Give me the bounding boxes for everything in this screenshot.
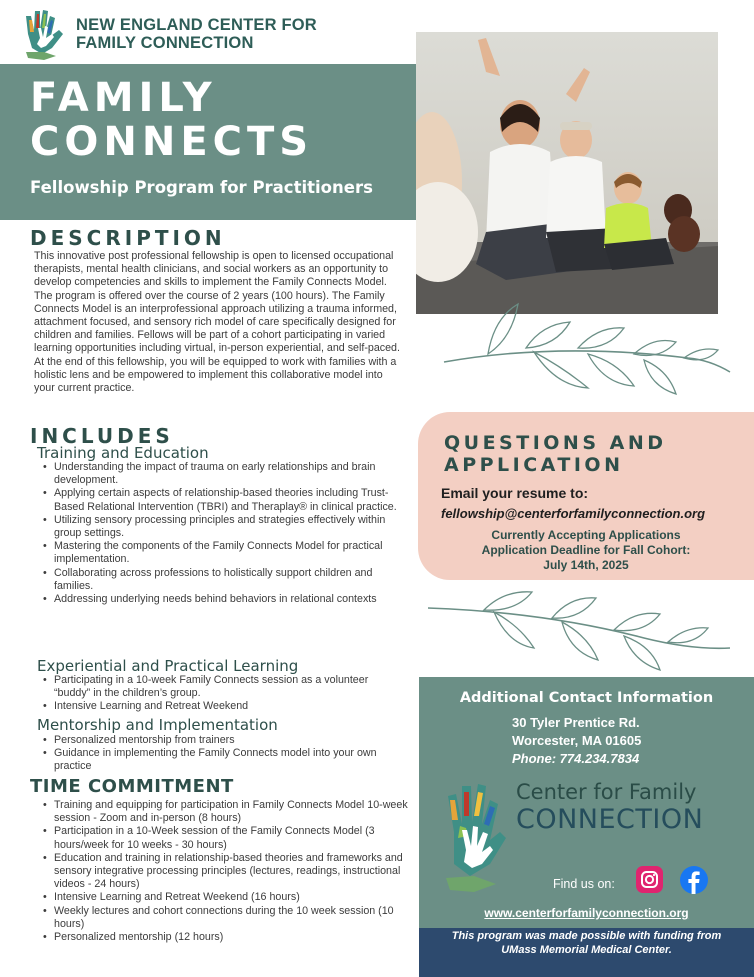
list-item: • Participating in a 10-week Family Connects session as a volunteer “buddy” in the children’s group. xyxy=(42,674,404,700)
includes-heading: INCLUDES xyxy=(30,424,174,448)
list-item: • Training and equipping for participation in Family Connects Model 10-week session - Zoom and in-person (8 hours) xyxy=(42,799,408,825)
questions-heading xyxy=(444,432,667,476)
address-line1: 30 Tyler Prentice Rd. xyxy=(512,715,640,730)
funding-text xyxy=(419,929,754,957)
funding-line1: This program was made possible with funding from xyxy=(451,930,722,942)
time-commitment-heading: TIME COMMITMENT xyxy=(30,776,234,797)
list-item: • Intensive Learning and Retreat Weekend xyxy=(42,700,404,713)
deadline-date: July 14th, 2025 xyxy=(543,558,629,572)
hand-logo-icon xyxy=(440,780,510,898)
list-item: • Participation in a 10-Week session of the Family Connects Model (3 hours/week for 10 weeks - 30 hours) xyxy=(42,825,408,851)
training-heading: Training and Education xyxy=(37,444,209,462)
experiential-heading: Experiential and Practical Learning xyxy=(37,657,299,675)
list-item: • Guidance in implementing the Family Connects model into your own practice xyxy=(42,747,404,773)
funding-line2: UMass Memorial Medical Center. xyxy=(501,944,672,956)
mentorship-heading: Mentorship and Implementation xyxy=(37,716,278,734)
hero-photo xyxy=(416,32,718,314)
instagram-glyph xyxy=(636,866,663,893)
org-name-line2: FAMILY CONNECTION xyxy=(76,34,254,52)
contact-heading: Additional Contact Information xyxy=(459,690,714,706)
training-list xyxy=(42,461,404,606)
vine-icon xyxy=(438,298,734,410)
org-header xyxy=(22,6,402,62)
brand-name-line2: CONNECTION xyxy=(516,804,704,835)
description-heading: DESCRIPTION xyxy=(30,226,226,250)
hero-title xyxy=(30,76,313,164)
list-item: • Collaborating across professions to holistically support children and families. xyxy=(42,567,404,593)
website-link[interactable]: www.centerforfamilyconnection.org xyxy=(484,906,689,920)
time-commitment-list xyxy=(42,799,408,944)
list-item: • Weekly lectures and cohort connections during the 10 week session (10 hours) xyxy=(42,905,408,931)
list-item: • Mastering the components of the Family Connects Model for practical implementation. xyxy=(42,540,404,566)
list-item: • Personalized mentorship from trainers xyxy=(42,734,404,747)
instagram-icon[interactable] xyxy=(636,866,663,893)
description-body: This innovative post professional fellowship is open to licensed occupational therapists, mental health clinicians, and social workers as an opportunity to develop competencies and skills to implement the Family Connects Model. The program is offered over the course of 2 years (100 hours). The Family Connects Model is an interprofessional approach utilizing a trauma informed, attachment focused, and sensory rich model of care specifically designed for children and families. Fellows will be part of a cohort participating in varied learning opportunities including virtual, in-person experiential, and self-paced. At the end of this fellowship, you will be equipped to work with families with a holistic lens and be empowered to implement this collaborative model into your current practice. xyxy=(34,250,400,395)
address-line2: Worcester, MA 01605 xyxy=(512,733,642,748)
brand-name-line1: Center for Family xyxy=(516,780,697,804)
org-name xyxy=(76,16,317,52)
find-us-label: Find us on: xyxy=(553,877,615,891)
status-line: Currently Accepting Applications xyxy=(491,528,681,542)
questions-heading-line1: QUESTIONS AND xyxy=(444,432,667,454)
application-status xyxy=(418,528,754,573)
list-item: • Applying certain aspects of relationship-based theories including Trust-Based Relational Intervention (TBRI) and Theraplay® in clinical practice. xyxy=(42,487,404,513)
status-line: Application Deadline for Fall Cohort: xyxy=(481,543,691,557)
list-item: • Addressing underlying needs behind behaviors in relational contexts xyxy=(42,593,404,606)
facebook-icon[interactable] xyxy=(680,866,708,894)
facebook-glyph xyxy=(680,866,708,894)
list-item: • Understanding the impact of trauma on early relationships and brain development. xyxy=(42,461,404,487)
list-item: • Intensive Learning and Retreat Weekend (16 hours) xyxy=(42,891,408,904)
hero-subtitle: Fellowship Program for Practitioners xyxy=(30,178,373,197)
list-item: • Personalized mentorship (12 hours) xyxy=(42,931,408,944)
hero-title-line2: CONNECTS xyxy=(30,119,314,165)
photo-illustration xyxy=(416,32,718,314)
vine-icon xyxy=(424,582,736,676)
hand-logo-icon xyxy=(22,8,72,62)
email-label: Email your resume to: xyxy=(441,485,589,501)
phone-number[interactable]: Phone: 774.234.7834 xyxy=(512,751,640,766)
hero-title-line1: FAMILY xyxy=(30,75,217,121)
email-link[interactable]: fellowship@centerforfamilyconnection.org xyxy=(441,506,706,521)
list-item: • Utilizing sensory processing principles and strategies effectively within group settings. xyxy=(42,514,404,540)
questions-heading-line2: APPLICATION xyxy=(444,454,624,476)
list-item: • Education and training in relationship-based theories and frameworks and sensory integrative processing principles (lectures, readings, instructional videos - 24 hours) xyxy=(42,852,408,892)
mentorship-list xyxy=(42,734,404,774)
experiential-list xyxy=(42,674,404,714)
org-name-line1: NEW ENGLAND CENTER FOR xyxy=(76,16,317,34)
